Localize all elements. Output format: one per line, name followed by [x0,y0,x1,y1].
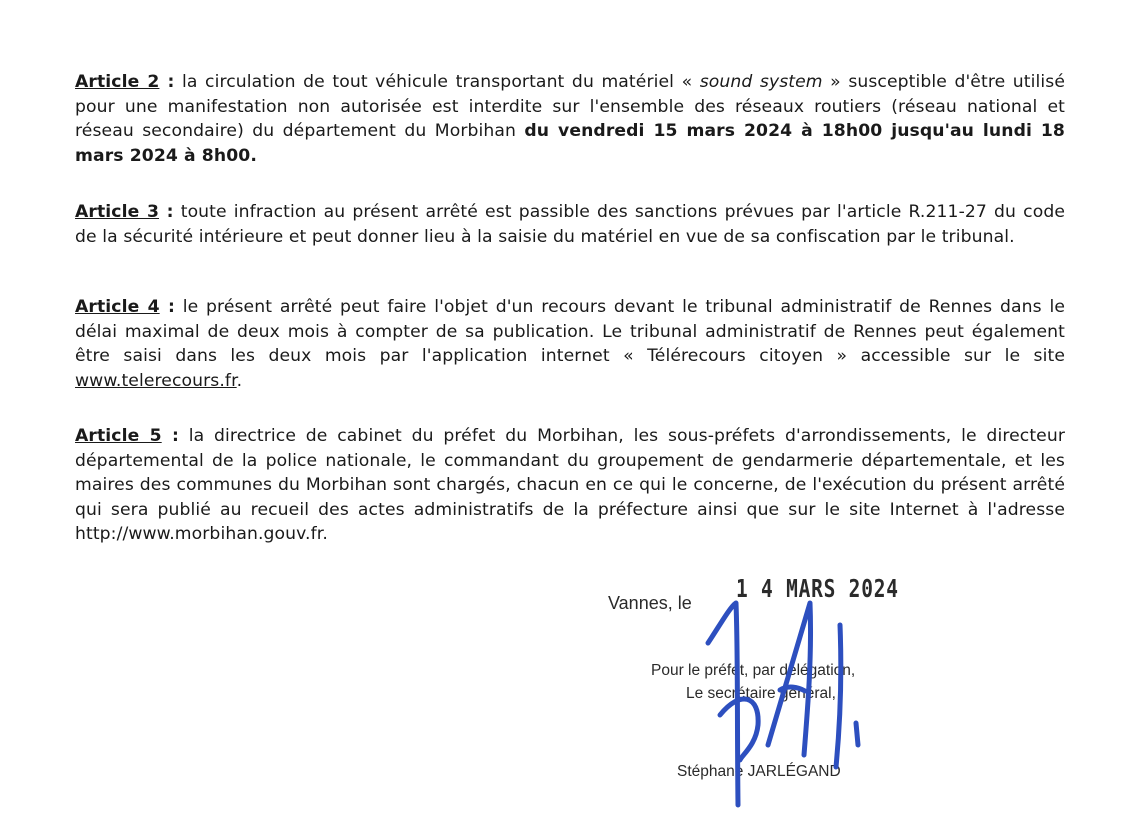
signature-stroke-6 [856,723,858,745]
signature-stroke-2 [720,699,758,760]
article-2-text-2: » susceptible d'être utilisé pour une manifestation non autorisée est interdite sur l'ensemble des réseaux routiers (réseau national et réseau secondaire) du département du Morbihan [75,72,1065,141]
article-2-text-1: la circulation de tout véhicule transportant du matériel « [174,72,700,92]
article-3-colon: : [159,202,174,222]
article-2-label: Article 2 [75,72,160,92]
article-2-italic: sound system [699,72,823,92]
article-4-text-2: . [236,370,243,391]
article-2-bold-dates: du vendredi 15 mars 2024 à 18h00 jusqu'au lundi 18 mars 2024 à 8h00. [75,121,1065,166]
place-label: Vannes, le [608,593,692,613]
article-5 [75,424,1065,547]
date-stamp: 1 4 MARS 2024 [736,574,899,603]
handwritten-signature [680,595,900,820]
article-4-label: Article 4 [75,297,160,317]
article-5-text: la directrice de cabinet du préfet du Morbihan, les sous-préfets d'arrondissements, le directeur départemental de la police nationale, le commandant du groupement de gendarmerie départementale, et les maires des communes du Morbihan sont chargés, chacun en ce qui le concerne, de l'exécution du présent arrêté qui sera publié au recueil des actes administratifs de la préfecture ainsi que sur le site Internet à l'adresse http://www.morbihan.gouv.fr. [75,426,1066,544]
telerecours-link[interactable]: www.telerecours.fr [75,370,237,391]
signatory-name: Stéphane JARLÉGAND [677,763,841,780]
article-5-colon: : [161,426,179,446]
delegation-line: Pour le préfet, par délégation, [651,662,856,679]
article-3 [75,200,1065,249]
article-4-colon: : [159,297,175,317]
signature-stroke-5 [836,625,841,767]
article-5-label: Article 5 [75,426,162,446]
article-2 [75,70,1065,168]
article-3-label: Article 3 [75,202,160,222]
article-4-text-1: le présent arrêté peut faire l'objet d'un recours devant le tribunal administratif de Rennes dans le délai maximal de deux mois à compter de sa publication. Le tribunal administratif de Rennes peut également être saisi dans les deux mois par l'application internet « Télérecours citoyen » accessible sur le site [75,297,1065,366]
article-4 [75,295,1065,393]
article-3-text: toute infraction au présent arrêté est passible des sanctions prévues par l'article R.211-27 du code de la sécurité intérieure et peut donner lieu à la saisie du matériel en vue de sa confiscation par le tribunal. [75,202,1066,247]
signatory-title: Le secrétaire général, [686,685,836,702]
article-2-colon: : [159,72,175,92]
